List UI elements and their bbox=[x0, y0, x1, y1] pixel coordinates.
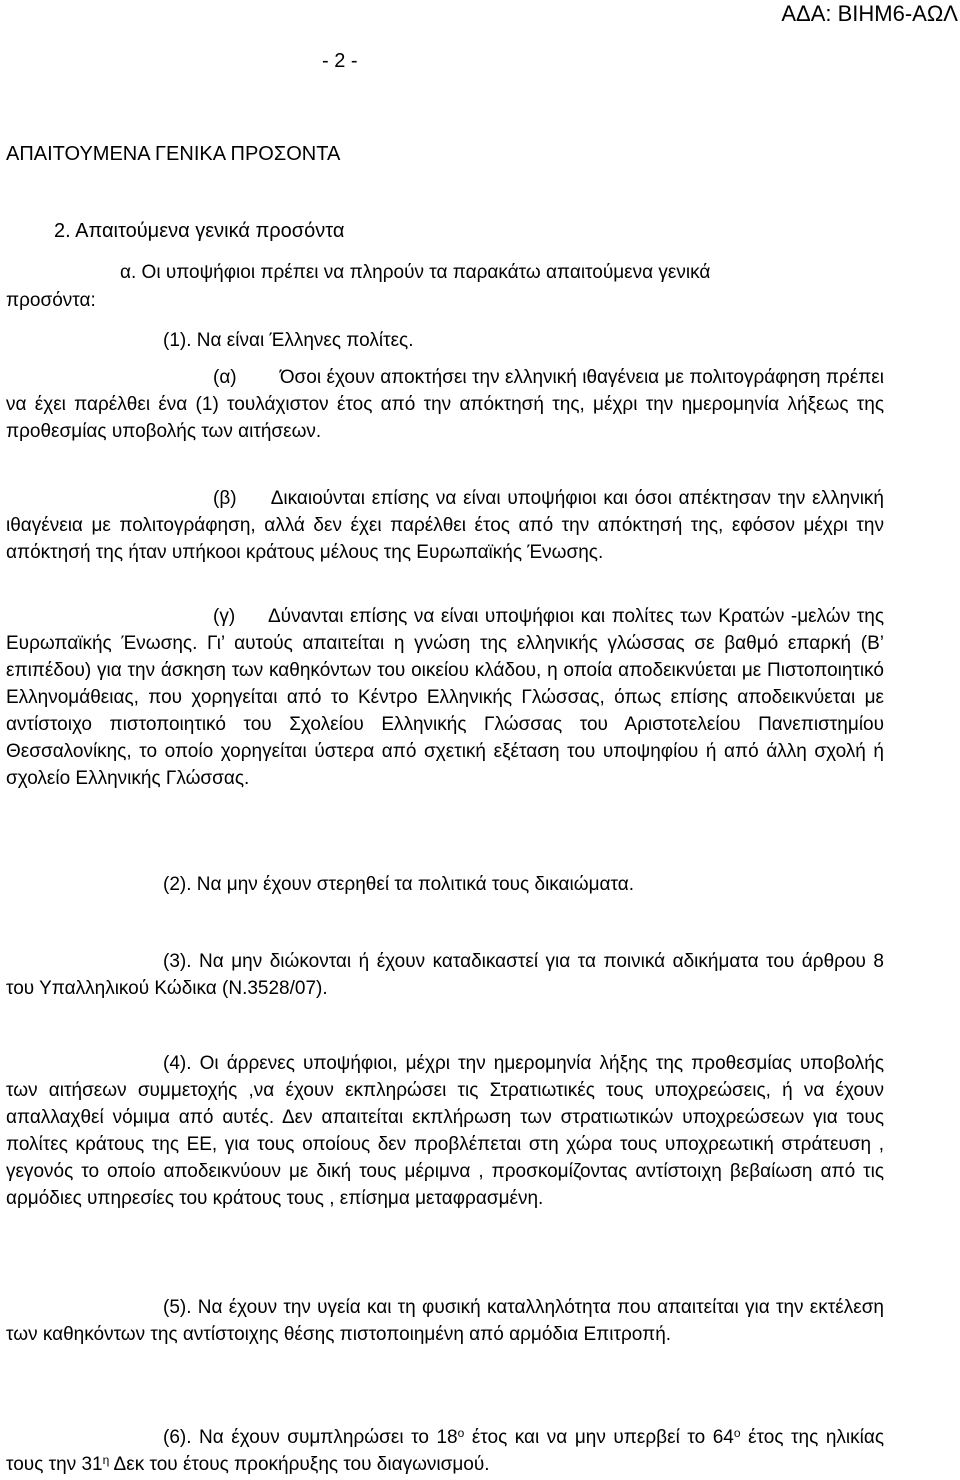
requirement-1-b-label: (β) bbox=[213, 488, 237, 509]
requirement-1-c-text: Δύνανται επίσης να είναι υποψήφιοι και πολίτες των Κρατών -μελών της Ευρωπαϊκής Ένωσης. Γι’ αυτούς απαιτείται η γνώση της ελληνικής γλώσσας σε βαθμό επαρκή (Β’ επιπέδου) για την άσκηση των καθηκόντων του οικείου κλάδου, η οποία αποδεικνύεται με Πιστοποιητικό Ελληνομάθειας, που χορηγείται από το Κέντρο Ελληνικής Γλώσσας, όπως επίσης αποδεικνύεται με αντίστοιχο πιστοποιητικό του Σχολείου Ελληνικής Γλώσσας του Αριστοτελείου Πανεπιστημίου Θεσσαλονίκης, το οποίο χορηγείται ύστερα από σχετική εξέταση του υποψηφίου ή από άλλη σχολή ή σχολείο Ελληνικής Γλώσσας. bbox=[6, 606, 884, 789]
intro-line-2: προσόντα: bbox=[6, 290, 96, 311]
requirement-6-sup-1: ο bbox=[457, 1426, 465, 1440]
requirement-6-text-1: (6). Να έχουν συμπληρώσει το 18 bbox=[163, 1427, 458, 1448]
requirement-2 bbox=[6, 871, 884, 898]
requirement-6-text-2: έτος και να μην υπερβεί το 64 bbox=[464, 1427, 734, 1448]
requirement-1-c bbox=[6, 603, 884, 792]
requirement-4-text: (4). Οι άρρενες υποψήφιοι, μέχρι την ημερομηνία λήξης της προθεσμίας υποβολής των αιτήσεων συμμετοχής ,να έχουν εκπληρώσει τις Στρατιωτικές τους υποχρεώσεις, ή να έχουν απαλλαχθεί νόμιμα από αυτές. Δεν απαιτείται εκπλήρωση των στρατιωτικών υποχρεώσεων για τους πολίτες κράτους της ΕΕ, για τους οποίους δεν προβλέπεται στη χώρα τους υποχρεωτική στράτευση , γεγονός το οποίο αποδεικνύουν με δική τους μέριμνα , προσκομίζοντας αντίστοιχη βεβαίωση από τις αρμόδιες υπηρεσίες του κράτους τους , επίσημα μεταφρασμένη. bbox=[6, 1053, 884, 1209]
requirement-6-sup-3: η bbox=[102, 1453, 110, 1467]
section-title: ΑΠΑΙΤΟΥΜΕΝΑ ΓΕΝΙΚΑ ΠΡΟΣΟΝΤΑ bbox=[6, 143, 341, 165]
requirement-1-a-text: Όσοι έχουν αποκτήσει την ελληνική ιθαγένεια με πολιτογράφηση πρέπει να έχει παρέλθει ένα (1) τουλάχιστον έτος από την απόκτησή της, μέχρι την ημερομηνία λήξεως της προθεσμίας υποβολής των αιτήσεων. bbox=[6, 367, 884, 442]
requirement-5-text: (5). Να έχουν την υγεία και τη φυσική καταλληλότητα που απαιτείται για την εκτέλεση των καθηκόντων της αντίστοιχης θέσης πιστοποιημένη από αρμόδια Επιτροπή. bbox=[6, 1297, 884, 1345]
requirement-2-text: (2). Να μην έχουν στερηθεί τα πολιτικά τους δικαιώματα. bbox=[163, 874, 635, 895]
requirement-4 bbox=[6, 1050, 884, 1212]
requirement-1-b-text: Δικαιούνται επίσης να είναι υποψήφιοι και όσοι απέκτησαν την ελληνική ιθαγένεια με πολιτογράφηση, αλλά δεν έχει παρέλθει έτος από την απόκτησή της, εφόσον μέχρι την απόκτησή της ήταν υπήκοοι κράτους μέλους της Ευρωπαϊκής Ένωσης. bbox=[6, 488, 884, 563]
requirement-1-a-label: (α) bbox=[213, 367, 237, 388]
requirement-6 bbox=[6, 1424, 884, 1478]
section-subtitle: 2. Απαιτούμενα γενικά προσόντα bbox=[54, 220, 345, 242]
requirement-1-a bbox=[6, 364, 884, 445]
requirement-6-sup-2: ο bbox=[733, 1426, 741, 1440]
requirement-1-c-label: (γ) bbox=[213, 606, 236, 627]
page-number: - 2 - bbox=[322, 50, 358, 72]
requirement-1-b bbox=[6, 485, 884, 566]
requirement-3-text: (3). Να μην διώκονται ή έχουν καταδικαστεί για τα ποινικά αδικήματα του άρθρου 8 του Υπαλληλικού Κώδικα (Ν.3528/07). bbox=[6, 951, 884, 999]
requirement-6-text-4: Δεκ του έτους προκήρυξης του διαγωνισμού. bbox=[109, 1454, 490, 1475]
intro-line-1: α. Οι υποψήφιοι πρέπει να πληρούν τα παρακάτω απαιτούμενα γενικά bbox=[120, 262, 711, 283]
requirement-1-heading: (1). Να είναι Έλληνες πολίτες. bbox=[163, 330, 414, 351]
requirement-3 bbox=[6, 948, 884, 1002]
requirement-5 bbox=[6, 1294, 884, 1348]
requirement-6-text-3: έτος της ηλικίας τους την 31 bbox=[6, 1427, 884, 1475]
ada-code: ΑΔΑ: ΒΙΗΜ6-ΑΩΛ bbox=[781, 1, 958, 26]
